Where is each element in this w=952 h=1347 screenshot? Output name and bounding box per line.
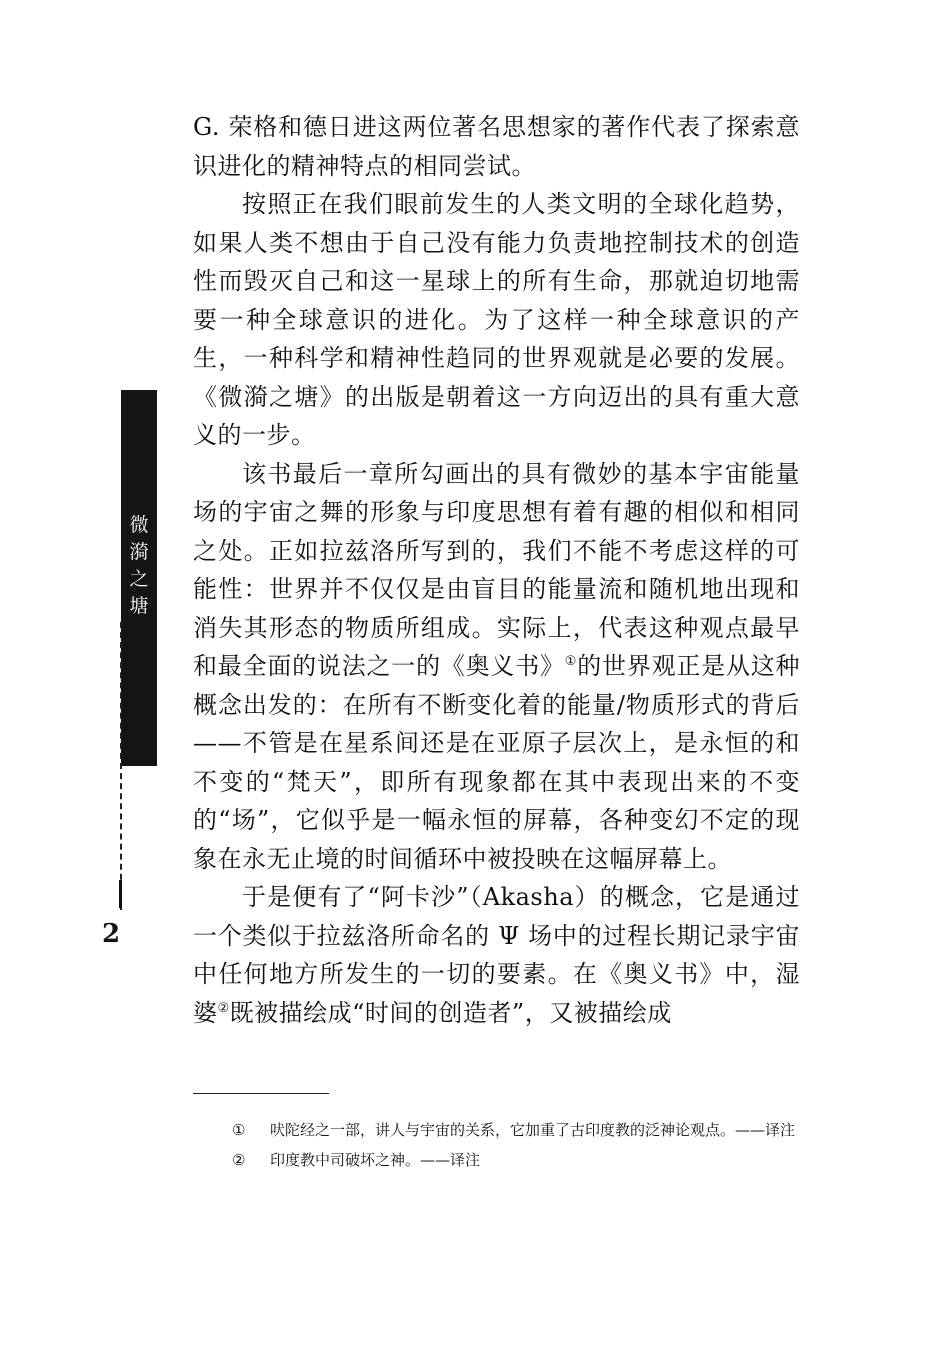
footnote-marker: ② (232, 1151, 246, 1169)
paragraph-text: 的世界观正是从这种概念出发的：在所有不断变化着的能量/物质形式的背后——不管是在星系间还是在亚原子层次上，是永恒的和不变的“梵天”，即所有现象都在其中表现出来的不变的“场”，它似乎是一幅永恒的屏幕，各种变幻不定的现象在永无止境的时间循环中被投映在这幅屏幕上。 (193, 652, 801, 873)
footnotes (232, 1117, 802, 1177)
paragraph: 按照正在我们眼前发生的人类文明的全球化趋势，如果人类不想由于自己没有能力负责地控制技术的创造性而毁灭自己和这一星球上的所有生命，那就迫切地需要一种全球意识的进化。为了这样一种全球意识的产生，一种科学和精神性趋同的世界观就是必要的发展。《微漪之塘》的出版是朝着这一方向迈出的具有重大意义的一步。 (193, 190, 800, 449)
side-tab-char: 微 (129, 514, 149, 536)
footnote (232, 1147, 802, 1173)
side-tab-char: 之 (129, 568, 149, 590)
side-dashed-rule (120, 622, 122, 910)
footnote-text: 吠陀经之一部，讲人与宇宙的关系，它加重了古印度教的泛神论观点。——译注 (270, 1121, 796, 1139)
footnote (232, 1117, 802, 1143)
paragraph (193, 455, 800, 879)
paragraph: G. 荣格和德日进这两位著名思想家的著作代表了探索意识进化的精神特点的相同尝试。 (193, 113, 800, 180)
side-section-tab (121, 390, 157, 766)
footnote-marker: ① (232, 1121, 246, 1139)
side-tab-char: 漪 (129, 541, 149, 563)
footnote-ref: ② (217, 1000, 230, 1016)
footnote-divider (193, 1093, 329, 1094)
paragraph-text: 既被描绘成“时间的创造者”，又被描绘成 (229, 998, 672, 1027)
footnote-text: 印度教中司破坏之神。——译注 (270, 1151, 481, 1169)
paragraph-text: 该书最后一章所勾画出的具有微妙的基本宇宙能量场的宇宙之舞的形象与印度思想有着有趣的相似和相同之处。正如拉兹洛所写到的，我们不能不考虑这样的可能性：世界并不仅仅是由盲目的能量流和随机地出现和消失其形态的物质所组成。实际上，代表这种观点最早和最全面的说法之一的《奥义书》 (193, 459, 800, 680)
side-solid-rule (119, 880, 122, 908)
body-text (193, 108, 800, 1032)
footnote-ref: ① (564, 654, 578, 669)
paragraph-text: 于是便有了“阿卡沙”（Akasha）的概念，它是通过一个类似于拉兹洛所命名的 Ψ 场中的过程长期记录宇宙中任何地方所发生的一切的要素。在《奥义书》中，湿婆 (193, 883, 800, 1027)
page-number: 2 (102, 919, 121, 949)
paragraph (193, 878, 800, 1032)
side-tab-char: 塘 (129, 595, 149, 617)
